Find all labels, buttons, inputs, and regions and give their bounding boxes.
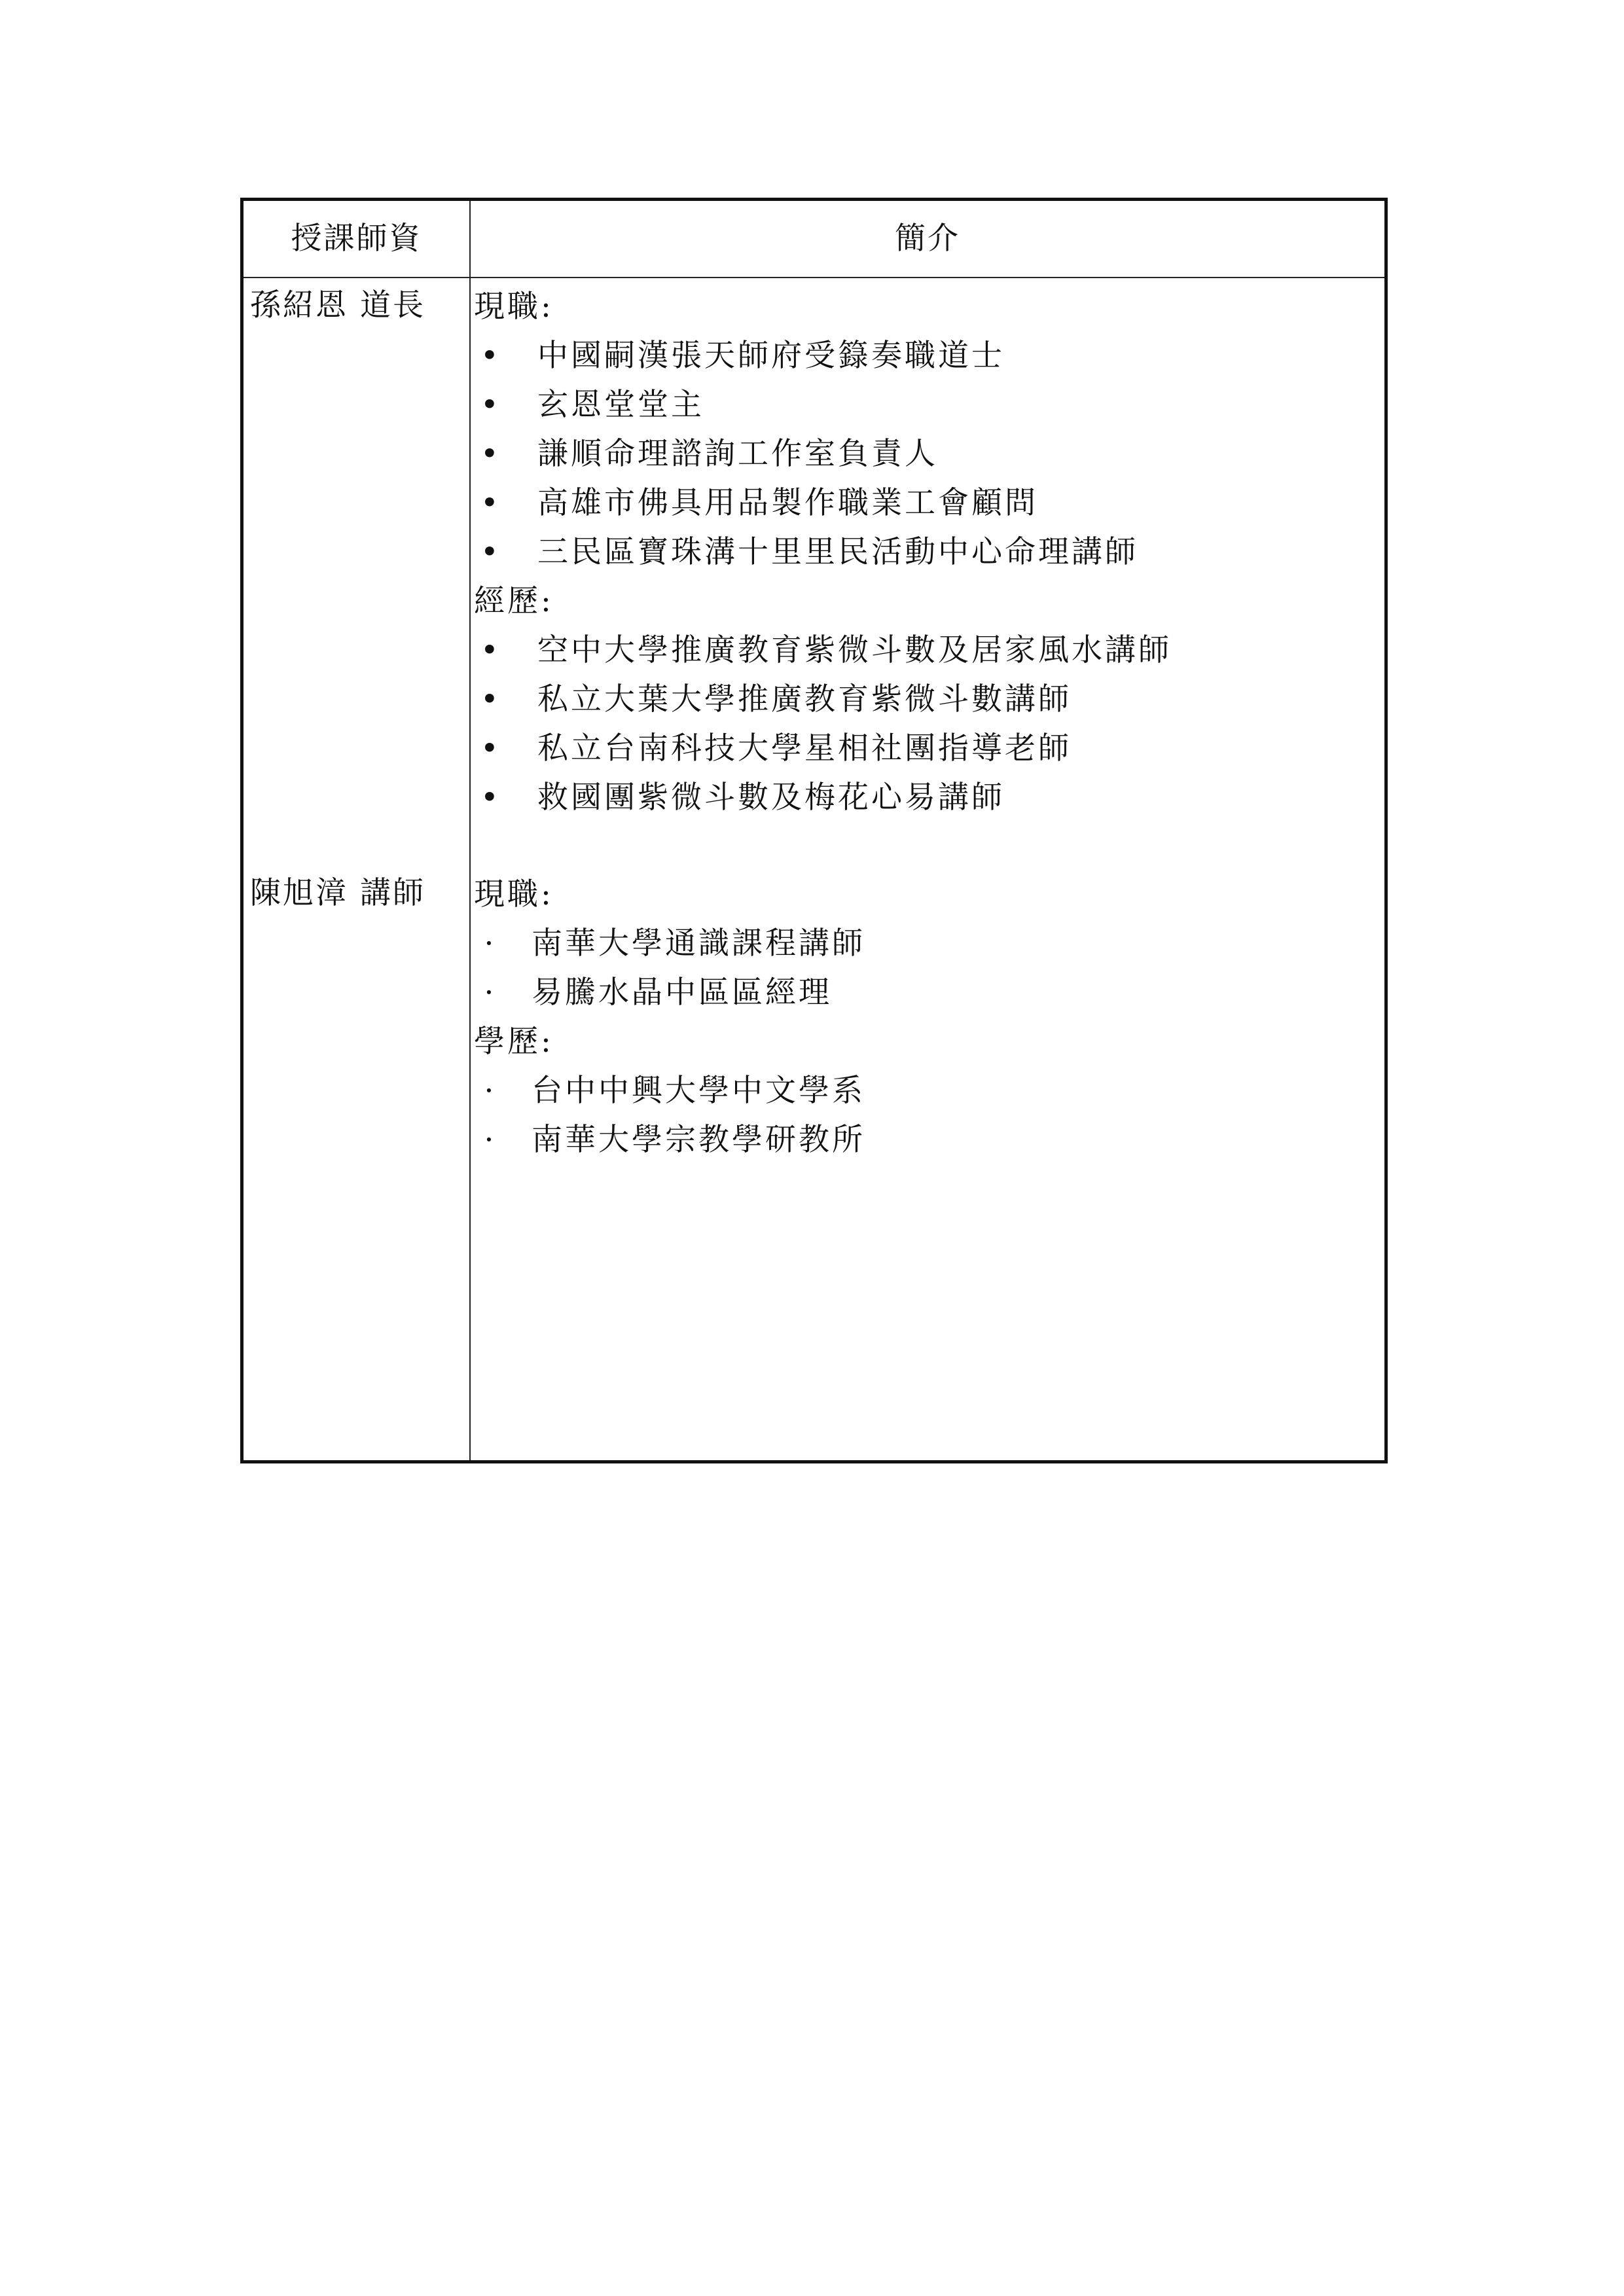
- list-item: [474, 675, 1378, 724]
- list-item: [474, 429, 1378, 478]
- bullet-icon: •: [480, 534, 501, 570]
- list-item-text: 南華大學通識課程講師: [532, 925, 865, 961]
- teacher-name-2: 陳旭漳 講師: [250, 875, 425, 911]
- bullet-icon: ·: [484, 1073, 497, 1109]
- list-item: [474, 724, 1378, 773]
- list-item-text: 易騰水晶中區區經理: [532, 975, 832, 1011]
- teacher-desc-2: [474, 870, 1378, 1164]
- header-teacher: 授課師資: [291, 221, 422, 257]
- bullet-icon: ·: [484, 1122, 497, 1158]
- bullet-icon: •: [480, 780, 501, 816]
- bullet-icon: •: [480, 338, 501, 374]
- list-item-text: 私立大葉大學推廣教育紫微斗數講師: [537, 681, 1072, 717]
- list-item: [474, 331, 1378, 380]
- teacher-name-1: 孫紹恩 道長: [250, 287, 425, 323]
- list-item-text: 救國團紫微斗數及梅花心易講師: [537, 780, 1005, 816]
- list-item-text: 空中大學推廣教育紫微斗數及居家風水講師: [537, 632, 1172, 668]
- teacher-desc-1: [474, 282, 1378, 822]
- list-item: [474, 919, 1378, 968]
- list-item: [474, 528, 1378, 577]
- bullet-icon: •: [480, 387, 501, 423]
- list-item: [474, 380, 1378, 429]
- list-item: [474, 478, 1378, 528]
- bullet-icon: ·: [484, 925, 497, 961]
- bullet-icon: ·: [484, 975, 497, 1011]
- list-item: [474, 626, 1378, 675]
- list-item-text: 中國嗣漢張天師府受籙奏職道士: [537, 338, 1005, 374]
- list-item-text: 玄恩堂堂主: [537, 387, 704, 423]
- section-title: 現職:: [474, 876, 554, 912]
- section-title: 經歷:: [474, 583, 554, 619]
- list-item-text: 高雄市佛具用品製作職業工會顧問: [537, 485, 1038, 521]
- list-item: [474, 1066, 1378, 1115]
- bullet-icon: •: [480, 730, 501, 766]
- header-intro: 簡介: [895, 221, 960, 257]
- list-item-text: 台中中興大學中文學系: [532, 1073, 865, 1109]
- section-title: 學歷:: [474, 1024, 554, 1060]
- teacher-intro-table: [240, 198, 1388, 1463]
- bullet-icon: •: [480, 485, 501, 521]
- list-item-text: 私立台南科技大學星相社團指導老師: [537, 730, 1072, 766]
- list-item: [474, 968, 1378, 1017]
- bullet-icon: •: [480, 436, 501, 472]
- bullet-icon: •: [480, 632, 501, 668]
- section-title: 現職:: [474, 289, 554, 325]
- bullet-icon: •: [480, 681, 501, 717]
- header-divider: [244, 277, 1384, 278]
- list-item-text: 三民區寶珠溝十里里民活動中心命理講師: [537, 534, 1138, 570]
- list-item: [474, 1115, 1378, 1164]
- column-divider: [469, 201, 471, 1460]
- list-item-text: 謙順命理諮詢工作室負責人: [537, 436, 938, 472]
- list-item: [474, 773, 1378, 822]
- list-item-text: 南華大學宗教學研教所: [532, 1122, 865, 1158]
